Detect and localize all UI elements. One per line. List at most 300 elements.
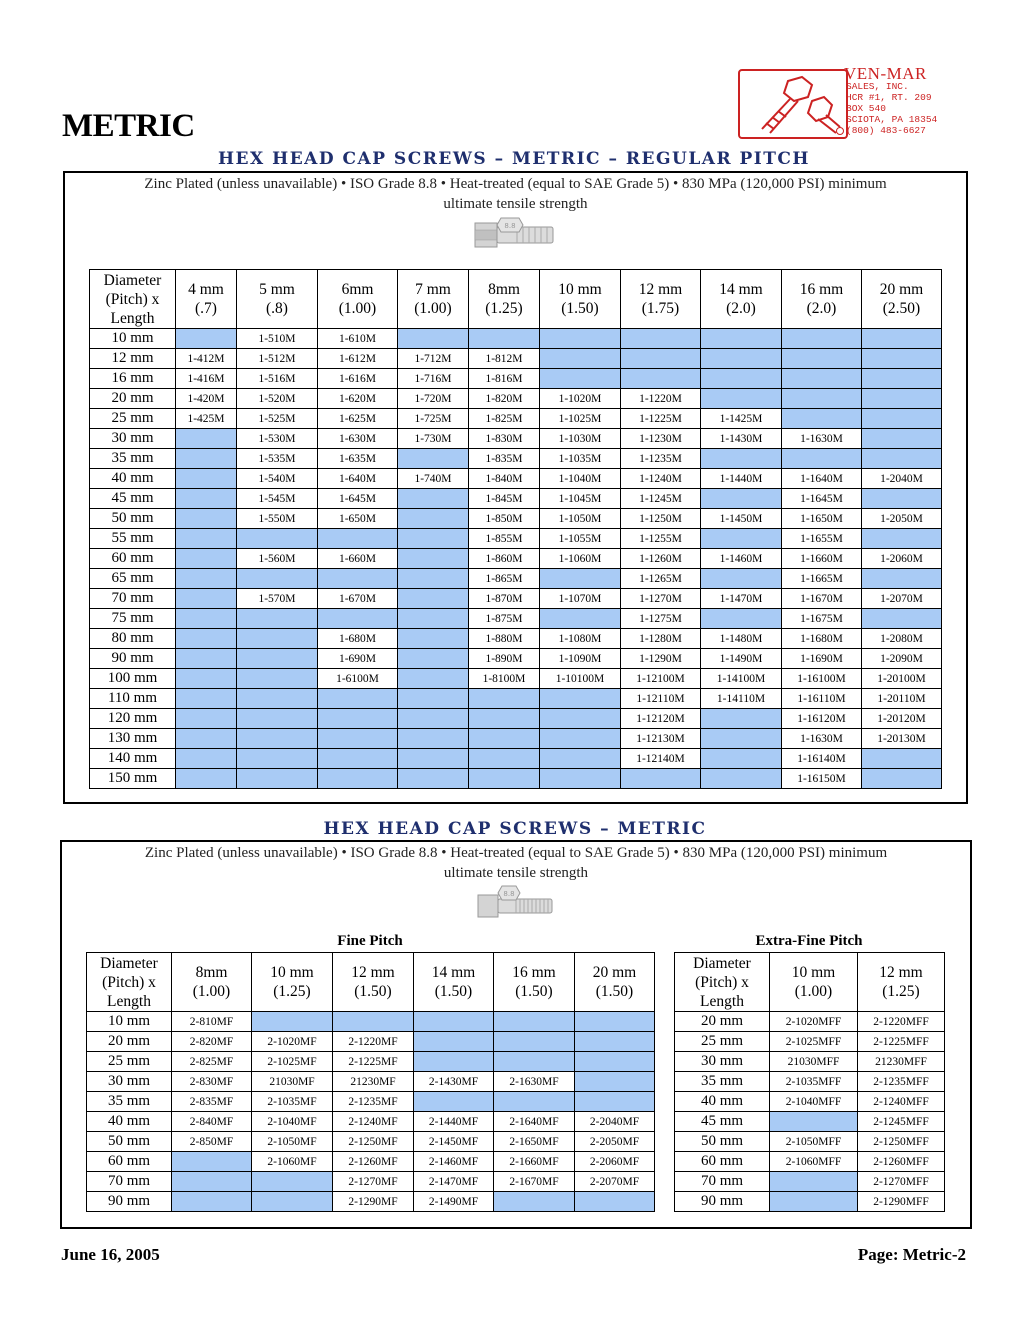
- header-line: 10 mm: [791, 964, 836, 981]
- part-number-cell: 1-630M: [318, 429, 398, 449]
- unavailable-cell: [540, 709, 621, 729]
- part-number-cell: 1-1290M: [621, 649, 701, 669]
- unavailable-cell: [237, 669, 318, 689]
- part-number-cell: 1-890M: [469, 649, 540, 669]
- unavailable-cell: [782, 369, 862, 389]
- table-row: [90, 549, 942, 569]
- table-row: [675, 1032, 945, 1052]
- header-line: (1.50): [595, 983, 634, 1000]
- description-line: ultimate tensile strength: [443, 196, 588, 212]
- header-line: 20 mm: [879, 281, 924, 298]
- part-number-cell: 1-650M: [318, 509, 398, 529]
- part-number-cell: 1-20110M: [862, 689, 942, 709]
- column-header-diameter: [172, 953, 252, 1012]
- part-number-cell: 1-1660M: [782, 549, 862, 569]
- header-line: (1.00): [192, 983, 231, 1000]
- section-title-fine-pitch: HEX HEAD CAP SCREWS – METRIC: [323, 819, 707, 839]
- row-length-label: 25 mm: [675, 1032, 770, 1052]
- row-length-label: 45 mm: [90, 489, 176, 509]
- column-header-diameter: [701, 270, 782, 329]
- unavailable-cell: [398, 729, 469, 749]
- header-line: 6mm: [341, 281, 374, 298]
- part-number-cell: 1-1020M: [540, 389, 621, 409]
- table-row: [90, 389, 942, 409]
- part-number-cell: 1-1050M: [540, 509, 621, 529]
- table-row: [90, 569, 942, 589]
- unavailable-cell: [318, 729, 398, 749]
- unavailable-cell: [176, 609, 237, 629]
- unavailable-cell: [414, 1052, 494, 1072]
- part-number-cell: 1-830M: [469, 429, 540, 449]
- unavailable-cell: [862, 769, 942, 789]
- part-number-cell: 1-416M: [176, 369, 237, 389]
- unavailable-cell: [770, 1112, 858, 1132]
- description: [62, 843, 970, 883]
- unavailable-cell: [398, 749, 469, 769]
- extra-fine-pitch-subtitle: Extra-Fine Pitch: [755, 933, 863, 949]
- unavailable-cell: [414, 1092, 494, 1112]
- part-number-cell: 2-2070MF: [575, 1172, 655, 1192]
- unavailable-cell: [701, 449, 782, 469]
- column-header-diameter: [469, 270, 540, 329]
- unavailable-cell: [701, 369, 782, 389]
- part-number-cell: 2-1630MF: [494, 1072, 575, 1092]
- logo-line: (800) 483-6627: [846, 125, 926, 136]
- part-number-cell: 1-570M: [237, 589, 318, 609]
- unavailable-cell: [176, 589, 237, 609]
- part-number-cell: 1-540M: [237, 469, 318, 489]
- row-length-label: 35 mm: [90, 449, 176, 469]
- part-number-cell: 1-610M: [318, 329, 398, 349]
- unavailable-cell: [494, 1052, 575, 1072]
- venmar-logo: [738, 64, 968, 144]
- part-number-cell: 1-12140M: [621, 749, 701, 769]
- part-number-cell: 2-1460MF: [414, 1152, 494, 1172]
- part-number-cell: 1-720M: [398, 389, 469, 409]
- table-row: [87, 1092, 655, 1112]
- fine-pitch-subtitle: Fine Pitch: [337, 933, 403, 949]
- part-number-cell: 1-635M: [318, 449, 398, 469]
- part-number-cell: 2-2050MF: [575, 1132, 655, 1152]
- part-number-cell: 1-740M: [398, 469, 469, 489]
- header-line: 20 mm: [592, 964, 637, 981]
- part-number-cell: 1-1460M: [701, 549, 782, 569]
- part-number-cell: 1-865M: [469, 569, 540, 589]
- column-header-diameter: [858, 953, 945, 1012]
- part-number-cell: 1-2080M: [862, 629, 942, 649]
- part-number-cell: 1-2050M: [862, 509, 942, 529]
- part-number-cell: 2-1250MFF: [858, 1132, 945, 1152]
- column-header-diameter: [176, 270, 237, 329]
- unavailable-cell: [414, 1032, 494, 1052]
- unavailable-cell: [540, 769, 621, 789]
- hex-bolt-icon: [476, 885, 556, 930]
- table-row: [90, 509, 942, 529]
- unavailable-cell: [237, 749, 318, 769]
- part-number-cell: 1-835M: [469, 449, 540, 469]
- part-number-cell: 2-810MF: [172, 1012, 252, 1032]
- table-row: [87, 1152, 655, 1172]
- part-number-cell: 2-1225MFF: [858, 1032, 945, 1052]
- unavailable-cell: [176, 649, 237, 669]
- row-length-label: 90 mm: [90, 649, 176, 669]
- unavailable-cell: [398, 609, 469, 629]
- table-header-row: [675, 953, 945, 1012]
- unavailable-cell: [398, 509, 469, 529]
- bolt-logo-icon: [738, 69, 848, 139]
- unavailable-cell: [176, 549, 237, 569]
- table-header-row: [87, 953, 655, 1012]
- header-line: Diameter: [103, 271, 162, 289]
- column-header-diameter: [333, 953, 414, 1012]
- part-number-cell: 1-850M: [469, 509, 540, 529]
- description: [65, 174, 966, 214]
- unavailable-cell: [176, 429, 237, 449]
- part-number-cell: 1-1280M: [621, 629, 701, 649]
- row-length-label: 35 mm: [87, 1092, 172, 1112]
- unavailable-cell: [862, 389, 942, 409]
- row-length-label: 20 mm: [90, 389, 176, 409]
- unavailable-cell: [621, 369, 701, 389]
- unavailable-cell: [176, 529, 237, 549]
- part-number-cell: 1-820M: [469, 389, 540, 409]
- logo-line: BOX 540: [846, 103, 886, 114]
- unavailable-cell: [318, 689, 398, 709]
- unavailable-cell: [862, 749, 942, 769]
- unavailable-cell: [540, 729, 621, 749]
- part-number-cell: 1-2060M: [862, 549, 942, 569]
- column-header-diameter: [414, 953, 494, 1012]
- table-row: [90, 449, 942, 469]
- column-header-diameter: [398, 270, 469, 329]
- part-number-cell: 21230MF: [333, 1072, 414, 1092]
- row-length-label: 50 mm: [90, 509, 176, 529]
- part-number-cell: 2-1020MFF: [770, 1012, 858, 1032]
- part-number-cell: 2-1060MFF: [770, 1152, 858, 1172]
- unavailable-cell: [621, 769, 701, 789]
- table-row: [90, 369, 942, 389]
- unavailable-cell: [782, 409, 862, 429]
- row-length-label: 25 mm: [87, 1052, 172, 1072]
- part-number-cell: 1-1665M: [782, 569, 862, 589]
- part-number-cell: 1-1225M: [621, 409, 701, 429]
- part-number-cell: 1-2090M: [862, 649, 942, 669]
- unavailable-cell: [176, 729, 237, 749]
- part-number-cell: 1-412M: [176, 349, 237, 369]
- unavailable-cell: [469, 729, 540, 749]
- section-title-regular-pitch: HEX HEAD CAP SCREWS – METRIC – REGULAR PITCH: [218, 149, 810, 169]
- unavailable-cell: [318, 709, 398, 729]
- table-row: [90, 529, 942, 549]
- header-line: (2.0): [806, 300, 837, 317]
- unavailable-cell: [398, 769, 469, 789]
- part-number-cell: 2-1270MFF: [858, 1172, 945, 1192]
- header-line: 8mm: [488, 281, 520, 298]
- part-number-cell: 2-2040MF: [575, 1112, 655, 1132]
- table-row: [90, 469, 942, 489]
- header-line: Diameter: [693, 954, 751, 972]
- header-line: 8mm: [195, 964, 228, 981]
- row-length-label: 40 mm: [675, 1092, 770, 1112]
- footer-date: June 16, 2005: [61, 1245, 160, 1264]
- unavailable-cell: [176, 629, 237, 649]
- row-length-label: 150 mm: [90, 769, 176, 789]
- unavailable-cell: [172, 1192, 252, 1212]
- unavailable-cell: [176, 469, 237, 489]
- unavailable-cell: [782, 329, 862, 349]
- part-number-cell: 1-516M: [237, 369, 318, 389]
- part-number-cell: 2-1260MF: [333, 1152, 414, 1172]
- part-number-cell: 1-616M: [318, 369, 398, 389]
- row-length-label: 60 mm: [675, 1152, 770, 1172]
- row-length-label: 70 mm: [87, 1172, 172, 1192]
- header-line: (Pitch) x: [102, 973, 156, 991]
- part-number-cell: 1-535M: [237, 449, 318, 469]
- part-number-cell: 1-1630M: [782, 729, 862, 749]
- table-row: [90, 349, 942, 369]
- header-line: 14 mm: [431, 964, 476, 981]
- part-number-cell: 2-840MF: [172, 1112, 252, 1132]
- part-number-cell: 1-545M: [237, 489, 318, 509]
- part-number-cell: 1-680M: [318, 629, 398, 649]
- header-line: 16 mm: [512, 964, 556, 981]
- unavailable-cell: [494, 1192, 575, 1212]
- part-number-cell: 1-1035M: [540, 449, 621, 469]
- table-row: [90, 649, 942, 669]
- part-number-cell: 1-1630M: [782, 429, 862, 449]
- part-number-cell: 1-645M: [318, 489, 398, 509]
- unavailable-cell: [176, 489, 237, 509]
- table-row: [90, 429, 942, 449]
- part-number-cell: 1-1030M: [540, 429, 621, 449]
- header-line: 12 mm: [638, 281, 683, 298]
- table-row: [675, 1092, 945, 1112]
- part-number-cell: 2-1650MF: [494, 1132, 575, 1152]
- column-header-diameter: [575, 953, 655, 1012]
- unavailable-cell: [701, 349, 782, 369]
- part-number-cell: 1-1060M: [540, 549, 621, 569]
- header-line: Length: [107, 992, 151, 1010]
- header-line: 4 mm: [188, 281, 224, 298]
- logo-company-name: VEN-MAR: [844, 64, 927, 83]
- part-number-cell: 1-712M: [398, 349, 469, 369]
- table-row: [87, 1012, 655, 1032]
- column-header-diameter: [862, 270, 942, 329]
- part-number-cell: 1-1070M: [540, 589, 621, 609]
- part-number-cell: 21030MFF: [770, 1052, 858, 1072]
- row-length-label: 12 mm: [90, 349, 176, 369]
- table-row: [87, 1172, 655, 1192]
- part-number-cell: 1-1090M: [540, 649, 621, 669]
- part-number-cell: 1-16140M: [782, 749, 862, 769]
- column-header-length: [90, 270, 176, 329]
- unavailable-cell: [398, 489, 469, 509]
- part-number-cell: 1-1640M: [782, 469, 862, 489]
- unavailable-cell: [176, 449, 237, 469]
- row-length-label: 90 mm: [675, 1192, 770, 1212]
- header-line: (1.25): [485, 300, 523, 317]
- header-line: (1.25): [273, 983, 311, 1000]
- unavailable-cell: [540, 569, 621, 589]
- unavailable-cell: [237, 529, 318, 549]
- part-number-cell: 1-1235M: [621, 449, 701, 469]
- part-number-cell: 2-1040MF: [252, 1112, 333, 1132]
- header-line: 16 mm: [799, 281, 844, 298]
- unavailable-cell: [318, 769, 398, 789]
- unavailable-cell: [252, 1192, 333, 1212]
- column-header-diameter: [252, 953, 333, 1012]
- part-number-cell: 2-1050MFF: [770, 1132, 858, 1152]
- unavailable-cell: [701, 389, 782, 409]
- part-number-cell: 1-825M: [469, 409, 540, 429]
- column-header-diameter: [540, 270, 621, 329]
- header-line: 10 mm: [270, 964, 314, 981]
- part-number-cell: 1-1220M: [621, 389, 701, 409]
- part-number-cell: 1-860M: [469, 549, 540, 569]
- part-number-cell: 1-1025M: [540, 409, 621, 429]
- part-number-cell: 1-870M: [469, 589, 540, 609]
- unavailable-cell: [782, 349, 862, 369]
- row-length-label: 20 mm: [87, 1032, 172, 1052]
- unavailable-cell: [176, 509, 237, 529]
- part-number-cell: 1-1240M: [621, 469, 701, 489]
- unavailable-cell: [237, 629, 318, 649]
- table-row: [675, 1172, 945, 1192]
- unavailable-cell: [469, 689, 540, 709]
- description-line: ultimate tensile strength: [443, 865, 589, 881]
- table-row: [90, 709, 942, 729]
- table-row: [675, 1192, 945, 1212]
- unavailable-cell: [333, 1012, 414, 1032]
- part-number-cell: 1-1255M: [621, 529, 701, 549]
- table-row: [90, 609, 942, 629]
- description-line: Zinc Plated (unless unavailable) • ISO Grade 8.8 • Heat-treated (equal to SAE Grade 5) • 830 MPa (120,000 PSI) minimum: [144, 176, 887, 192]
- unavailable-cell: [862, 609, 942, 629]
- column-header-length: [87, 953, 172, 1012]
- header-line: (1.50): [515, 983, 553, 1000]
- part-number-cell: 2-1430MF: [414, 1072, 494, 1092]
- table-row: [675, 1052, 945, 1072]
- unavailable-cell: [621, 349, 701, 369]
- row-length-label: 65 mm: [90, 569, 176, 589]
- part-number-cell: 1-875M: [469, 609, 540, 629]
- unavailable-cell: [176, 569, 237, 589]
- row-length-label: 16 mm: [90, 369, 176, 389]
- unavailable-cell: [862, 429, 942, 449]
- part-number-cell: 1-512M: [237, 349, 318, 369]
- row-length-label: 30 mm: [90, 429, 176, 449]
- part-number-cell: 1-1250M: [621, 509, 701, 529]
- table-row: [90, 669, 942, 689]
- footer-page-number: Page: Metric-2: [857, 1245, 966, 1264]
- unavailable-cell: [172, 1172, 252, 1192]
- unavailable-cell: [621, 329, 701, 349]
- row-length-label: 30 mm: [675, 1052, 770, 1072]
- row-length-label: 40 mm: [90, 469, 176, 489]
- part-number-cell: 1-1045M: [540, 489, 621, 509]
- part-number-cell: 1-10100M: [540, 669, 621, 689]
- svg-text:8.8: 8.8: [503, 890, 515, 898]
- row-length-label: 55 mm: [90, 529, 176, 549]
- column-header-length: [675, 953, 770, 1012]
- unavailable-cell: [862, 409, 942, 429]
- unavailable-cell: [701, 709, 782, 729]
- row-length-label: 50 mm: [87, 1132, 172, 1152]
- part-number-cell: 1-1480M: [701, 629, 782, 649]
- table-row: [87, 1032, 655, 1052]
- row-length-label: 130 mm: [90, 729, 176, 749]
- part-number-cell: 1-1645M: [782, 489, 862, 509]
- part-number-cell: 2-1040MFF: [770, 1092, 858, 1112]
- unavailable-cell: [494, 1092, 575, 1112]
- table-row: [87, 1052, 655, 1072]
- part-number-cell: 2-1670MF: [494, 1172, 575, 1192]
- table-row: [90, 589, 942, 609]
- row-length-label: 25 mm: [90, 409, 176, 429]
- header-line: 7 mm: [415, 281, 451, 298]
- part-number-cell: 2-1220MFF: [858, 1012, 945, 1032]
- part-number-cell: 1-12120M: [621, 709, 701, 729]
- part-number-cell: 2-1235MF: [333, 1092, 414, 1112]
- part-number-cell: 1-16100M: [782, 669, 862, 689]
- row-length-label: 110 mm: [90, 689, 176, 709]
- part-number-cell: 1-1265M: [621, 569, 701, 589]
- column-header-diameter: [621, 270, 701, 329]
- unavailable-cell: [237, 569, 318, 589]
- unavailable-cell: [398, 629, 469, 649]
- unavailable-cell: [782, 389, 862, 409]
- table-row: [87, 1192, 655, 1212]
- unavailable-cell: [701, 569, 782, 589]
- unavailable-cell: [540, 329, 621, 349]
- unavailable-cell: [540, 349, 621, 369]
- unavailable-cell: [862, 349, 942, 369]
- unavailable-cell: [540, 609, 621, 629]
- row-length-label: 70 mm: [90, 589, 176, 609]
- part-number-cell: 1-510M: [237, 329, 318, 349]
- part-number-cell: 2-1450MF: [414, 1132, 494, 1152]
- header-line: 12 mm: [879, 964, 923, 981]
- unavailable-cell: [176, 769, 237, 789]
- unavailable-cell: [318, 749, 398, 769]
- unavailable-cell: [398, 669, 469, 689]
- table-row: [87, 1112, 655, 1132]
- table-row: [675, 1132, 945, 1152]
- unavailable-cell: [540, 689, 621, 709]
- part-number-cell: 1-520M: [237, 389, 318, 409]
- header-line: (1.50): [354, 983, 392, 1000]
- part-number-cell: 2-2060MF: [575, 1152, 655, 1172]
- part-number-cell: 1-730M: [398, 429, 469, 449]
- part-number-cell: 2-1035MFF: [770, 1072, 858, 1092]
- table-row: [675, 1012, 945, 1032]
- part-number-cell: 1-1470M: [701, 589, 782, 609]
- column-header-diameter: [237, 270, 318, 329]
- part-number-cell: 21230MFF: [858, 1052, 945, 1072]
- table-row: [90, 629, 942, 649]
- unavailable-cell: [770, 1192, 858, 1212]
- unavailable-cell: [540, 749, 621, 769]
- header-line: (.7): [195, 300, 217, 317]
- unavailable-cell: [414, 1012, 494, 1032]
- part-number-cell: 1-1440M: [701, 469, 782, 489]
- part-number-cell: 1-8100M: [469, 669, 540, 689]
- part-number-cell: 1-660M: [318, 549, 398, 569]
- part-number-cell: 1-840M: [469, 469, 540, 489]
- row-length-label: 50 mm: [675, 1132, 770, 1152]
- part-number-cell: 2-1020MF: [252, 1032, 333, 1052]
- part-number-cell: 1-816M: [469, 369, 540, 389]
